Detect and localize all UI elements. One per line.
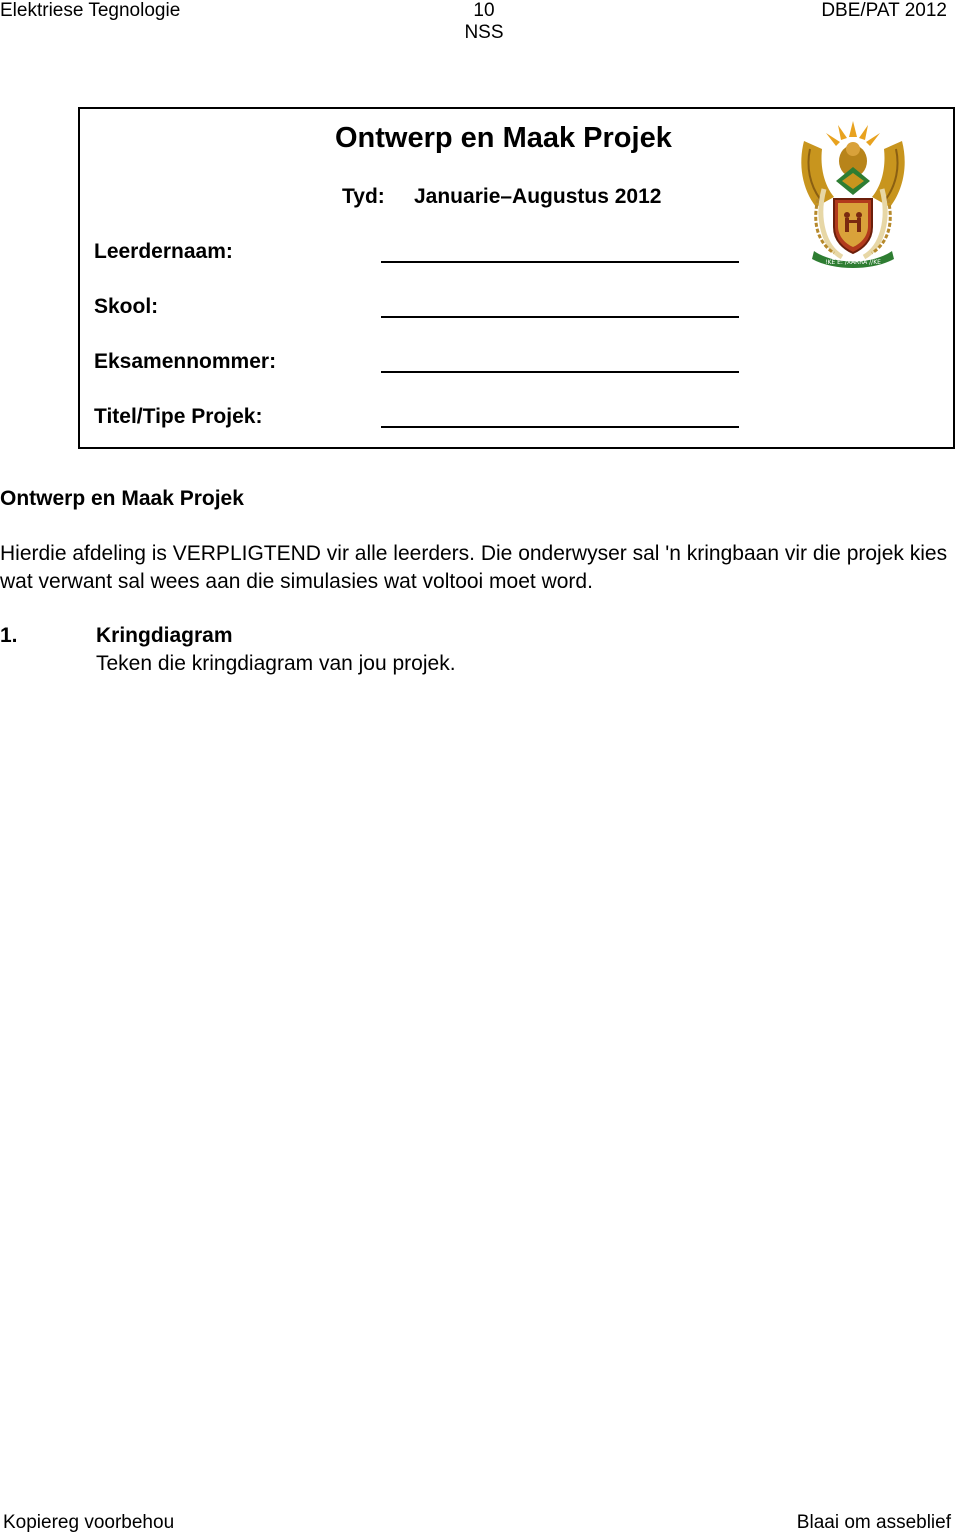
question-number: 1. [0,624,18,647]
cover-title: Ontwerp en Maak Projek [335,122,672,154]
section-paragraph: Hierdie afdeling is VERPLIGTEND vir alle leerders. Die onderwyser sal 'n kringbaan vir die projek kies wat verwant sal wees aan die simulasies wat voltooi moet word. [0,542,948,593]
time-label: Tyd: [342,185,385,208]
header-code: DBE/PAT 2012 [821,0,947,21]
learner-name-line[interactable] [381,261,739,263]
exam-number-line[interactable] [381,371,739,373]
coat-of-arms-logo [794,119,912,269]
question-instruction: Teken die kringdiagram van jou projek. [96,652,456,675]
project-title-line[interactable] [381,426,739,428]
time-line [342,185,661,209]
footer-turn-over: Blaai om asseblief [796,1512,951,1533]
section-title: Ontwerp en Maak Projek [0,487,244,510]
question-title: Kringdiagram [96,624,233,647]
header-level: NSS [464,22,504,43]
learner-name-label: Leerdernaam: [94,240,233,263]
cover-box [78,107,955,449]
footer-copyright: Kopiereg voorbehou [3,1512,175,1533]
crest-motto: !KE E: /XARRA //KE [825,259,881,266]
page-number: 10 [473,0,495,21]
school-label: Skool: [94,295,159,318]
header-subject: Elektriese Tegnologie [0,0,181,21]
project-title-label: Titel/Tipe Projek: [94,405,263,428]
time-value: Januarie–Augustus 2012 [414,185,662,208]
exam-number-label: Eksamennommer: [94,350,277,373]
school-line[interactable] [381,316,739,318]
header-page-number [438,0,530,44]
